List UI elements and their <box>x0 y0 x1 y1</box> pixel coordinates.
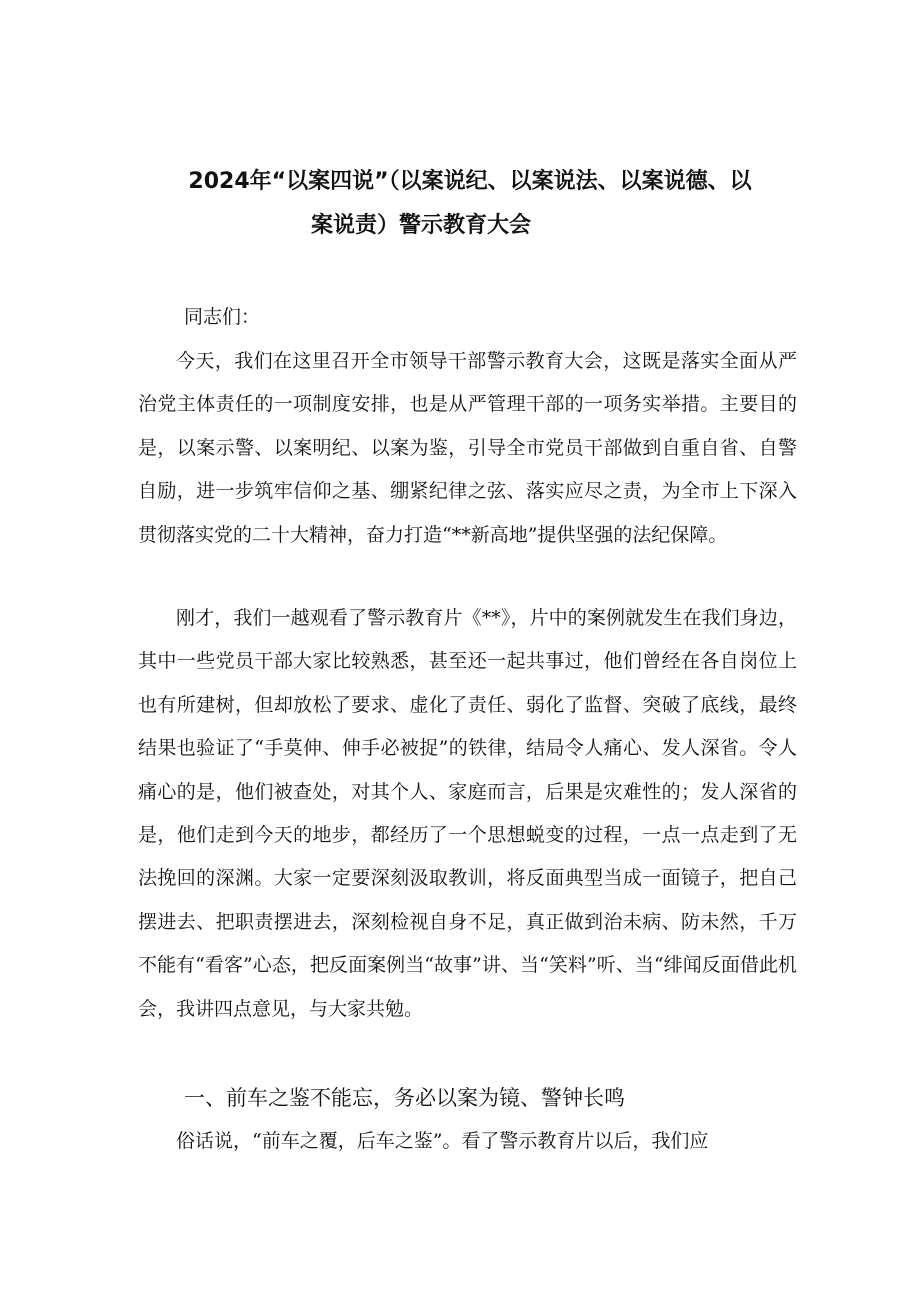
title-line-1: 2024年“以案四说”（以案说纪、以案说法、以案说德、以 <box>188 169 752 194</box>
paragraph-section-1: 俗话说，“前车之覆，后车之鉴”。看了警示教育片以后，我们应 <box>176 1130 709 1152</box>
section-heading-1: 一、前车之鉴不能忘，务必以案为镜、警钟长鸣 <box>184 1086 625 1110</box>
paragraph-intro: 今天，我们在这里召开全市领导干部警示教育大会，这既是落实全面从严治党主体责任的一项制度安排，也是从严管理干部的一项务实举措。主要目的是，以案示警、以案明纪、以案为鉴，引导全市党员干部做到自重自省、自警自励，进一步筑牢信仰之基、绷紧纪律之弦、落实应尽之责，为全市上下深入贯彻落实党的二十大精神，奋力打造“**新高地”提供坚强的法纪保障。 <box>138 350 797 546</box>
document-title <box>100 160 820 248</box>
paragraph-warning-film: 刚才，我们一越观看了警示教育片《**》，片中的案例就发生在我们身边，其中一些党员干部大家比较熟悉，甚至还一起共事过，他们曾经在各自岗位上也有所建树，但却放松了要求、虚化了责任、弱化了监督、突破了底线，最终结果也验证了“手莫伸、伸手必被捉”的铁律，结局令人痛心、发人深省。令人痛心的是，他们被查处，对其个人、家庭而言，后果是灾难性的；发人深省的是，他们走到今天的地步，都经历了一个思想蜕变的过程，一点一点走到了无法挽回的深渊。大家一定要深刻汲取教训，将反面典型当成一面镜子，把自己摆进去、把职责摆进去，深刻检视自身不足，真正做到治未病、防未然，千万不能有“看客”心态，把反面案例当“故事”讲、当“笑料”听、当“绯闻反面借此机会，我讲四点意见，与大家共勉。 <box>138 607 797 1020</box>
title-line-2: 案说责）警示教育大会 <box>311 213 532 238</box>
salutation: 同志们： <box>184 306 261 328</box>
